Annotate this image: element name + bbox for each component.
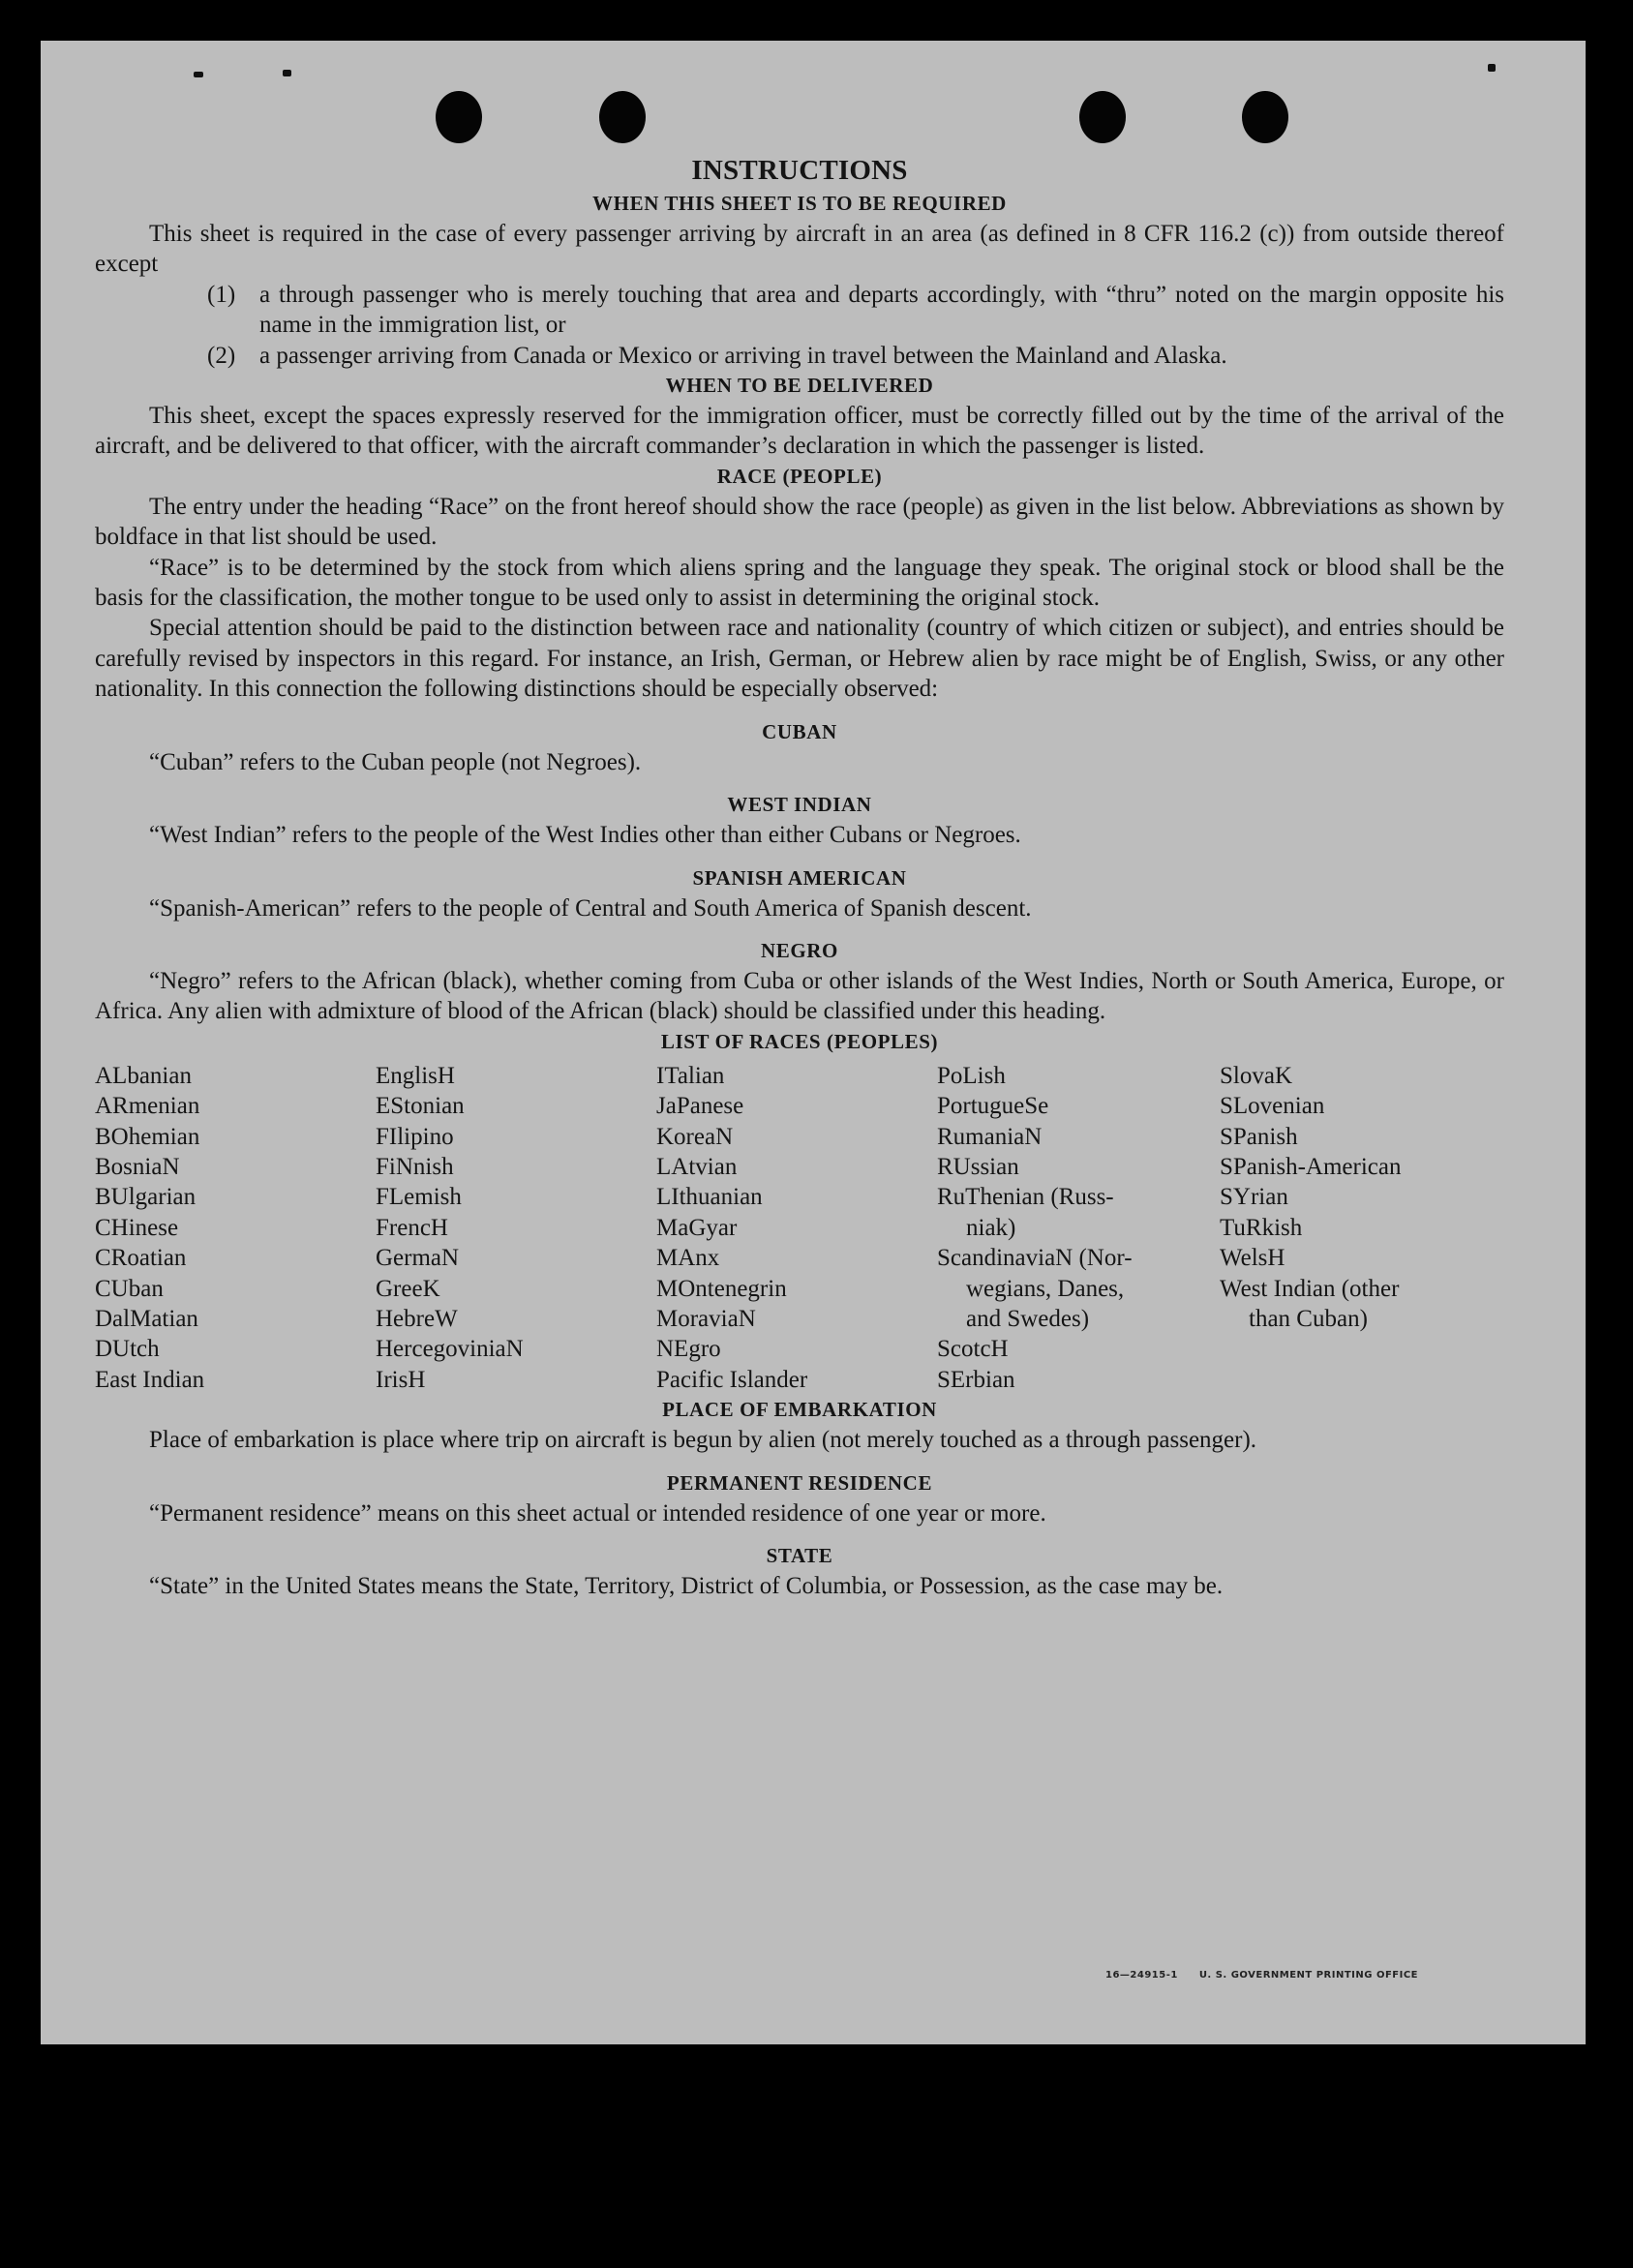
section-heading: CUBAN [762, 719, 837, 743]
races-column [376, 1061, 656, 1395]
race-entry: WelsH [1220, 1245, 1285, 1272]
race-entry: FIlipino [376, 1123, 454, 1150]
ink-speck [1488, 64, 1496, 72]
race-entry: BOhemian [95, 1123, 200, 1150]
printer-name: U. S. GOVERNMENT PRINTING OFFICE [1198, 1970, 1419, 1981]
race-entry: FrencH [376, 1214, 448, 1241]
section-paragraph: “Permanent residence” means on this sheet actual or intended residence of one year or more. [149, 1499, 1046, 1527]
race-entry: SErbian [937, 1366, 1015, 1393]
race-entry: than Cuban) [1249, 1305, 1368, 1332]
section-paragraph: This sheet is required in the case of every passenger arriving by aircraft in an area (as defined in 8 CFR 116.2 (c)) from outside thereof except [95, 221, 1504, 278]
section-heading: NEGRO [760, 938, 838, 962]
section-heading: SPANISH AMERICAN [692, 865, 907, 890]
section-paragraph: This sheet, except the spaces expressly reserved for the immigration officer, must be correctly filled out by the time of the arrival of the aircraft, and be delivered to that officer, with the aircraft commander’s declaration in which the passenger is listed. [95, 403, 1504, 460]
race-entry: RUssian [937, 1153, 1019, 1180]
race-entry: BosniaN [95, 1153, 180, 1180]
sections-before-list [95, 189, 1504, 1027]
race-entry: ARmenian [95, 1093, 200, 1120]
races-column [95, 1061, 376, 1395]
race-entry: DUtch [95, 1336, 160, 1363]
race-entry: ScotcH [937, 1336, 1009, 1363]
race-entry: MoraviaN [656, 1305, 756, 1332]
item-number: (1) [207, 281, 236, 308]
race-entry: NEgro [656, 1336, 721, 1363]
section-paragraph: “Negro” refers to the African (black), whether coming from Cuba or other islands of the West Indies, North or South America, Europe, or Africa. Any alien with admixture of blood of the African (black) should be classified under this heading. [95, 967, 1504, 1025]
item-text: a passenger arriving from Canada or Mexico or arriving in travel between the Mainland and Alaska. [259, 342, 1227, 369]
section-paragraph: “Race” is to be determined by the stock from which aliens spring and the language they speak. The original stock or blood shall be the basis for the classification, the mother tongue to be used only to assist in determining the original stock. [95, 554, 1504, 612]
race-entry: SPanish [1220, 1123, 1298, 1150]
race-entry: ScandinaviaN (Nor- [937, 1245, 1133, 1272]
race-entry: LIthuanian [656, 1184, 763, 1211]
page-title: INSTRUCTIONS [691, 155, 908, 186]
race-entry: wegians, Danes, [966, 1275, 1125, 1302]
section-paragraph: Special attention should be paid to the distinction between race and nationality (country of which citizen or subject), and entries should be carefully revised by inspectors in this regard. For instance, an Irish, German, or Hebrew alien by race might be of English, Swiss, or any other nationality. In this connection the following distinctions should be especially observed: [95, 615, 1504, 703]
race-entry: BUlgarian [95, 1184, 197, 1211]
printer-code: 16—24915-1 [1105, 1970, 1178, 1981]
numbered-item [207, 341, 1504, 371]
section-paragraph: “State” in the United States means the State, Territory, District of Columbia, or Possession, as the case may be. [149, 1573, 1224, 1599]
race-entry: HebreW [376, 1305, 458, 1332]
punch-hole-icon [1079, 91, 1126, 143]
race-entry: CHinese [95, 1214, 179, 1241]
race-entry: MAnx [656, 1245, 720, 1272]
race-entry: CRoatian [95, 1245, 187, 1272]
ink-speck [194, 72, 203, 77]
sections-after-list [95, 1395, 1504, 1601]
race-entry: FiNnish [376, 1153, 454, 1180]
race-entry: FLemish [376, 1184, 462, 1211]
section-heading: RACE (PEOPLE) [716, 464, 883, 488]
race-entry: SPanish-American [1220, 1153, 1402, 1180]
race-entry: GermaN [376, 1245, 460, 1272]
races-column [1220, 1061, 1504, 1395]
race-entry: Pacific Islander [656, 1366, 808, 1393]
race-entry: ITalian [656, 1062, 725, 1089]
race-entry: niak) [966, 1214, 1016, 1241]
punch-hole-icon [436, 91, 482, 143]
section-paragraph: Place of embarkation is place where trip on aircraft is begun by alien (not merely touched as a through passenger). [149, 1427, 1257, 1454]
section-paragraph: The entry under the heading “Race” on the front hereof should show the race (people) as given in the list below. Abbreviations as shown by boldface in that list should be used. [95, 493, 1504, 551]
item-text: a through passenger who is merely touching that area and departs accordingly, with “thru” noted on the margin opposite his name in the immigration list, or [259, 281, 1504, 339]
section-paragraph: “Cuban” refers to the Cuban people (not Negroes). [149, 748, 642, 775]
printer-imprint [1105, 1970, 1418, 1981]
race-entry: LAtvian [656, 1153, 738, 1180]
race-entry: RuThenian (Russ- [937, 1184, 1114, 1211]
races-list [95, 1061, 1504, 1395]
punch-hole-icon [1242, 91, 1288, 143]
races-column [656, 1061, 937, 1395]
race-entry: PortugueSe [937, 1093, 1049, 1120]
item-number: (2) [207, 342, 236, 369]
race-entry: IrisH [376, 1366, 426, 1393]
race-entry: GreeK [376, 1275, 440, 1302]
races-column [937, 1061, 1220, 1395]
section-heading: PERMANENT RESIDENCE [666, 1470, 933, 1495]
race-entry: JaPanese [656, 1093, 744, 1120]
race-entry: KoreaN [656, 1123, 734, 1150]
numbered-item [207, 280, 1504, 341]
instructions-content [95, 152, 1504, 1601]
race-entry: SlovaK [1220, 1062, 1292, 1089]
race-entry: ALbanian [95, 1062, 192, 1089]
race-entry: CUban [95, 1275, 164, 1302]
race-entry: and Swedes) [966, 1305, 1090, 1332]
section-heading: PLACE OF EMBARKATION [662, 1398, 937, 1422]
race-entry: EStonian [376, 1093, 465, 1120]
race-entry: TuRkish [1220, 1214, 1303, 1241]
section-paragraph: “Spanish-American” refers to the people of Central and South America of Spanish descent. [149, 894, 1032, 922]
race-entry: SYrian [1220, 1184, 1288, 1211]
race-entry: RumaniaN [937, 1123, 1043, 1150]
section-heading: WHEN THIS SHEET IS TO BE REQUIRED [592, 192, 1007, 215]
section-heading: WHEN TO BE DELIVERED [665, 374, 934, 398]
document-sheet [41, 41, 1586, 2044]
race-entry: East Indian [95, 1366, 205, 1393]
ink-speck [283, 70, 291, 76]
race-entry: MaGyar [656, 1214, 738, 1241]
race-entry: SLovenian [1220, 1093, 1325, 1120]
section-heading: WEST INDIAN [727, 793, 872, 817]
race-entry: MOntenegrin [656, 1275, 787, 1302]
race-entry: PoLish [937, 1062, 1006, 1089]
race-entry: EnglisH [376, 1062, 455, 1089]
race-entry: HercegoviniaN [376, 1336, 524, 1363]
races-heading: LIST OF RACES (PEOPLES) [660, 1029, 939, 1053]
section-heading: STATE [766, 1544, 833, 1567]
section-paragraph: “West Indian” refers to the people of the West Indies other than either Cubans or Negroes. [149, 822, 1021, 849]
punch-hole-icon [599, 91, 646, 143]
race-entry: West Indian (other [1220, 1275, 1400, 1302]
race-entry: DalMatian [95, 1305, 198, 1332]
